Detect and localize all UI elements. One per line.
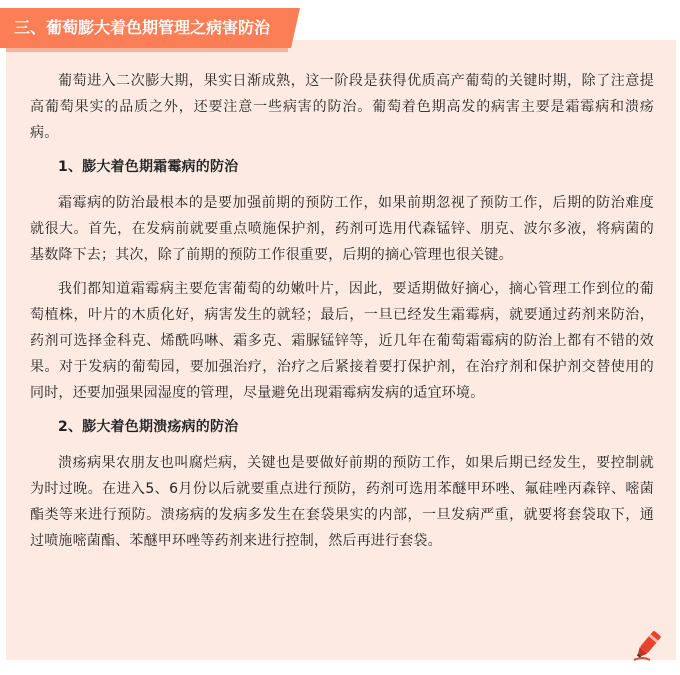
paragraph: 霜霉病的防治最根本的是要加强前期的预防工作，如果前期忽视了预防工作，后期的防治难度就很大。首先，在发病前就要重点喷施保护剂，药剂可选用代森锰锌、朋克、波尔多液，将病菌的基数降下去；其次，除了前期的预防工作很重要，后期的摘心管理也很关键。	[30, 195, 654, 263]
banner-shadow	[6, 48, 288, 52]
paragraph: 溃疡病果农朋友也叫腐烂病，关键也是要做好前期的预防工作，如果后期已经发生，要控制就为时过晚。在进入5、6月份以后就要重点进行预防，药剂可选用苯醚甲环唑、氟硅唑丙森锌、嘧菌酯类等来进行预防。溃疡病的发病多发生在套袋果实的内部，一旦发病严重，就要将套袋取下，通过喷施嘧菌酯、苯醚甲环唑等药剂来进行控制，然后再进行套袋。	[30, 455, 654, 549]
section-heading-downy-mildew: 1、膨大着色期霜霉病的防治	[58, 159, 239, 175]
article-body	[30, 68, 654, 562]
section-title: 三、葡萄膨大着色期管理之病害防治	[14, 18, 271, 37]
paragraph: 我们都知道霜霉病主要危害葡萄的幼嫩叶片，因此，要适期做好摘心，摘心管理工作到位的葡萄植株，叶片的木质化好，病害发生的就轻；最后，一旦已经发生霜霉病，就要通过药剂来防治，药剂可选择金科克、烯酰吗啉、霜多克、霜脲锰锌等，近几年在葡萄霜霉病的防治上都有不错的效果。对于发病的葡萄园，要加强治疗，治疗之后紧接着要打保护剂，在治疗剂和保护剂交替使用的同时，还要加强果园湿度的管理，尽量避免出现霜霉病发病的适宜环境。	[30, 281, 654, 401]
section-heading-canker: 2、膨大着色期溃疡病的防治	[58, 419, 239, 435]
intro-paragraph: 葡萄进入二次膨大期，果实日渐成熟，这一阶段是获得优质高产葡萄的关键时期，除了注意提高葡萄果实的品质之外，还要注意一些病害的防治。葡萄着色期高发的病害主要是霜霉病和溃疡病。	[30, 73, 654, 141]
marker-pen-icon	[630, 627, 666, 663]
